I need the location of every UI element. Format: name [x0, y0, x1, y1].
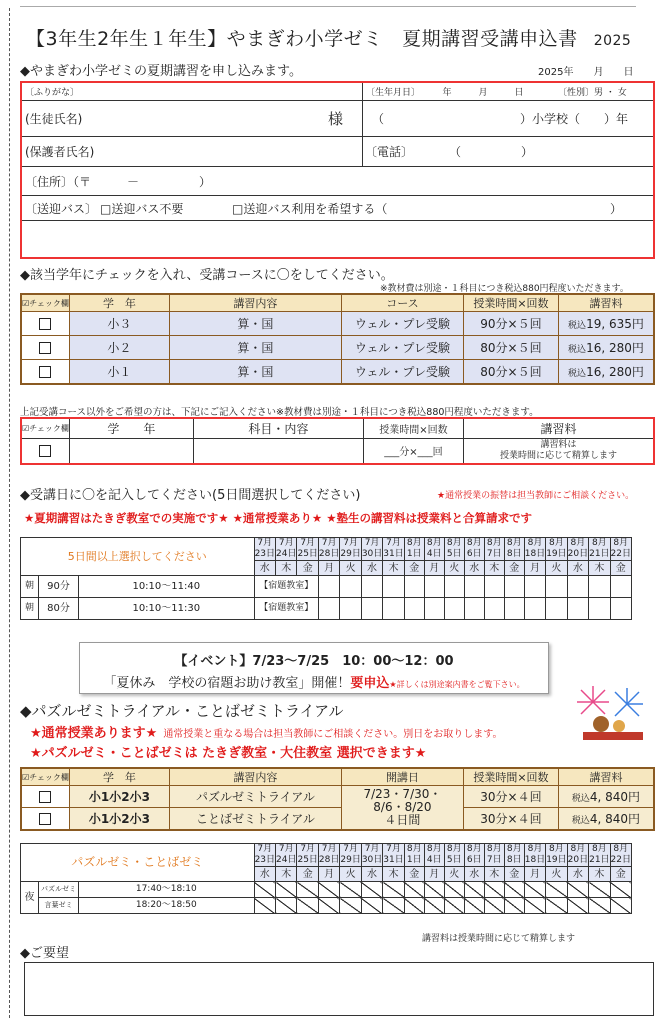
date-header: 7月 31日 [383, 538, 404, 559]
day-cell[interactable] [383, 598, 404, 620]
day-header: 水 [567, 867, 588, 882]
day-header: 木 [276, 561, 297, 576]
day-header: 火 [444, 867, 464, 882]
bus-label: 〔送迎バス〕 [25, 201, 98, 216]
day-cell[interactable] [546, 882, 567, 898]
day-header: 金 [504, 867, 524, 882]
address-field[interactable]: 〔住所〕（〒 － ） [25, 174, 212, 189]
date-header: 8月 7日 [484, 844, 504, 867]
day-cell[interactable] [504, 598, 524, 620]
day-header: 水 [567, 561, 588, 576]
day-cell[interactable] [383, 576, 404, 598]
date-header: 8月 8日 [504, 844, 524, 867]
material-note: ※教材費は別途・１科目につき税込880円程度いただきます。 [380, 284, 629, 294]
event-title: 【イベント】7/23〜7/25 10：00〜12：00 [174, 654, 454, 669]
time-input[interactable]: ___分×___回 [363, 438, 463, 464]
course-table: ☑チェック欄 学 年 講習内容 コース 授業時間×回数 講習料 小３ 算・国 ウェル・プレ受験 90分×５回 税込19, 635円 小２ 算・国 ウェル・プレ受験 80分×５回 税込16, 280円 小１ 算・国 ウェル・プレ受験 80分×５回 税込16, 280円 [20, 293, 655, 385]
day-cell[interactable] [297, 882, 318, 898]
application-date: 2025年 月 日 [538, 67, 634, 78]
day-cell[interactable] [546, 598, 567, 620]
bench [583, 732, 643, 740]
day-cell[interactable] [340, 882, 361, 898]
date-header: 8月 8日 [504, 538, 524, 561]
date-header: 7月 31日 [383, 844, 404, 865]
top-rule [20, 6, 636, 7]
day-cell[interactable] [254, 898, 275, 914]
day-cell[interactable] [361, 882, 382, 898]
check-box[interactable] [39, 445, 51, 457]
day-header: 金 [297, 561, 318, 576]
birthdate-field[interactable]: 〔生年月日〕 年 月 日 [366, 88, 524, 98]
date-header: 8月 6日 [464, 844, 484, 867]
day-cell[interactable] [318, 898, 339, 914]
day-cell[interactable] [444, 898, 464, 914]
day-header: 木 [484, 867, 504, 882]
day-cell[interactable] [340, 898, 361, 914]
puzzle-heading: ◆パズルゼミトライアル・ことばゼミトライアル [20, 702, 344, 720]
schedule-heading: ◆受講日に〇を記入してください(5日間選択してください) [20, 488, 361, 503]
day-cell[interactable] [484, 898, 504, 914]
date-header: 8月 20日 [567, 844, 589, 865]
day-cell[interactable] [424, 598, 444, 620]
day-cell[interactable] [589, 576, 610, 598]
check-box[interactable] [39, 813, 51, 825]
day-cell[interactable] [340, 576, 361, 598]
bear-head [593, 716, 609, 732]
subject-input[interactable] [193, 438, 363, 464]
grade-input[interactable] [69, 438, 193, 464]
day-header: 火 [340, 561, 361, 576]
date-header: 8月 22日 [610, 844, 631, 865]
day-cell[interactable] [524, 576, 545, 598]
day-cell[interactable] [567, 882, 588, 898]
table-row: ___分×___回 講習料は 授業時間に応じて精算します [21, 438, 654, 464]
day-cell[interactable] [444, 576, 464, 598]
date-header: 8月 20日 [567, 538, 589, 559]
table-row: 小1小2小3 ことばゼミトライアル 30分×４回 税込4, 840円 [21, 808, 654, 830]
day-cell[interactable] [361, 598, 382, 620]
day-cell[interactable] [610, 598, 631, 620]
check-box[interactable] [39, 366, 51, 378]
gender-field[interactable]: 〔性別〕男 ・ 女 [558, 88, 627, 98]
day-header: 火 [444, 561, 464, 576]
check-box[interactable] [39, 791, 51, 803]
date-header: 7月 25日 [297, 844, 318, 865]
day-header: 金 [504, 561, 524, 576]
day-cell[interactable] [610, 882, 631, 898]
day-cell[interactable] [318, 882, 339, 898]
day-cell[interactable] [297, 898, 318, 914]
day-header: 金 [404, 867, 424, 882]
day-cell[interactable] [484, 882, 504, 898]
date-header: 7月 30日 [361, 844, 383, 865]
day-cell[interactable] [404, 898, 424, 914]
event-desc: 「夏休み 学校の宿題お助け教室」開催！要申込★詳しくは別途案内書をご覧下さい。 [103, 676, 525, 691]
day-cell[interactable] [524, 598, 545, 620]
day-header: 木 [276, 867, 297, 882]
school-open: （ [372, 112, 385, 126]
date-header: 7月 24日 [276, 844, 297, 865]
day-header: 水 [361, 867, 382, 882]
day-cell[interactable] [504, 882, 524, 898]
guardian-name-field[interactable]: (保護者氏名) [25, 145, 95, 159]
other-note: 上記受講コース以外をご希望の方は、下記にご記入ください※教材費は別途・１科目につき税込880円程度いただきます。 [20, 407, 539, 418]
day-cell[interactable] [464, 576, 484, 598]
day-header: 火 [546, 867, 567, 882]
day-cell[interactable] [589, 598, 610, 620]
fireworks-illustration [563, 682, 655, 750]
cut-line [9, 8, 10, 1018]
date-header: 7月 23日 [254, 844, 276, 865]
day-cell[interactable] [464, 598, 484, 620]
day-header: 木 [589, 561, 610, 576]
day-header: 木 [383, 867, 404, 882]
event-box [79, 642, 549, 694]
day-cell[interactable] [383, 898, 404, 914]
date-header: 7月 30日 [361, 538, 383, 559]
table-row: 小1小2小3 パズルゼミトライアル 7/23・7/30・ 8/6・8/20 ４日間 30分×４回 税込4, 840円 [21, 786, 654, 808]
day-cell[interactable] [524, 898, 545, 914]
request-textarea[interactable] [24, 962, 654, 1016]
phone-field[interactable]: 〔電話〕 （ ） [365, 145, 534, 159]
applicant-info-box [20, 81, 655, 259]
schedule-table: 5日間以上選択してください 7月 23日 7月 24日 7月 25日 7月 28日 7月 29日 7月 30日 7月 31日 8月 1日 8月 4日 8月 5日 8月 6日 8月 7日 8月 8日 8月 18日 8月 19日 8月 20日 8月 21日 8月 22日 水 木 金 月 火 水 木 金 月 火 水 木 金 月 火 水 木 金 朝 90分 10:10〜11:40 【宿題教室】 朝 80分 10:10〜11:30 【宿題教室】 [20, 537, 632, 620]
course-heading: ◆該当学年にチェックを入れ、受講コースに〇をしてください。 [20, 268, 394, 283]
day-header: 月 [424, 561, 444, 576]
puzzle-fee-note: 講習料は授業時間に応じて精算します [422, 934, 576, 944]
day-cell[interactable] [424, 576, 444, 598]
other-course-table: ☑チェック欄 学 年 科目・内容 授業時間×回数 講習料 ___分×___回 講習料は 授業時間に応じて精算します [20, 417, 655, 465]
day-header: 水 [254, 867, 275, 882]
fox-head [613, 720, 625, 732]
day-header: 月 [318, 867, 339, 882]
day-header: 木 [383, 561, 404, 576]
date-header: 7月 28日 [318, 538, 340, 559]
puzzle-schedule-table: パズルゼミ・ことばゼミ 7月 23日 7月 24日 7月 25日 7月 28日 7月 29日 7月 30日 7月 31日 8月 1日 8月 4日 8月 5日 8月 6日 8月 7日 8月 8日 8月 18日 8月 19日 8月 20日 8月 21日 8月 22日 水 木 金 月 火 水 木 金 月 火 水 木 金 月 火 水 木 金 夜 パズルゼミ 17:40〜18:10 言葉ゼミ 18:20〜18:50 [20, 843, 632, 914]
date-header: 7月 29日 [340, 844, 361, 865]
day-header: 水 [361, 561, 382, 576]
date-header: 7月 25日 [297, 538, 318, 559]
firework-blue [615, 688, 643, 716]
date-header: 7月 24日 [276, 538, 297, 559]
day-cell[interactable] [610, 576, 631, 598]
puzzle-table: ☑チェック欄 学 年 講習内容 開講日 授業時間×回数 講習料 小1小2小3 パズルゼミトライアル 7/23・7/30・ 8/6・8/20 ４日間 30分×４回 税込4, 840円 小1小2小3 ことばゼミトライアル 30分×４回 税込4, 840円 [20, 767, 655, 831]
bus-not-needed-checkbox[interactable]: □送迎バス不要 [100, 201, 184, 216]
day-cell[interactable] [504, 576, 524, 598]
day-header: 火 [340, 867, 361, 882]
bus-close: ） [610, 201, 623, 216]
day-cell[interactable] [610, 898, 631, 914]
date-header: 8月 1日 [404, 538, 424, 561]
day-header: 金 [297, 867, 318, 882]
table-row: 小１ 算・国 ウェル・プレ受験 80分×５回 税込16, 280円 [21, 360, 654, 384]
day-cell[interactable] [424, 898, 444, 914]
date-header: 8月 19日 [546, 844, 567, 865]
date-header: 8月 21日 [589, 844, 610, 865]
furigana-label: 〔ふりがな〕 [25, 88, 80, 98]
request-heading: ◆ご要望 [20, 946, 69, 961]
date-header: 8月 18日 [524, 538, 546, 559]
day-header: 金 [610, 867, 631, 882]
date-header: 7月 29日 [340, 538, 361, 559]
day-cell[interactable] [383, 882, 404, 898]
day-cell[interactable] [484, 598, 504, 620]
day-cell[interactable] [567, 576, 588, 598]
day-header: 金 [610, 561, 631, 576]
day-cell[interactable] [589, 898, 610, 914]
date-header: 8月 4日 [424, 844, 444, 867]
day-cell[interactable] [361, 898, 382, 914]
table-row: 小２ 算・国 ウェル・プレ受験 80分×５回 税込16, 280円 [21, 336, 654, 360]
day-header: 月 [318, 561, 339, 576]
day-cell[interactable] [567, 898, 588, 914]
table-row: 小３ 算・国 ウェル・プレ受験 90分×５回 税込19, 635円 [21, 312, 654, 336]
day-cell[interactable] [444, 598, 464, 620]
date-header: 8月 22日 [610, 538, 631, 559]
firework-pink [577, 686, 609, 714]
puzzle-note2: ★パズルゼミ・ことばゼミは たきぎ教室・大住教室 選択できます★ [30, 746, 427, 761]
day-header: 木 [484, 561, 504, 576]
sama-label: 様 [328, 110, 344, 128]
day-cell[interactable] [424, 882, 444, 898]
day-cell[interactable] [404, 598, 424, 620]
schedule-notice: ★夏期講習はたきぎ教室での実施です★ ★通常授業あり★ ★塾生の講習料は授業料と合算請求です [24, 511, 533, 525]
day-cell[interactable] [464, 882, 484, 898]
date-header: 8月 5日 [444, 844, 464, 867]
date-header: 8月 7日 [484, 538, 504, 561]
check-box[interactable] [39, 318, 51, 330]
day-header: 月 [424, 867, 444, 882]
day-cell[interactable] [546, 898, 567, 914]
day-header: 月 [524, 561, 545, 576]
day-header: 金 [404, 561, 424, 576]
page-title: 【3年生2年生１年生】やまぎわ小学ゼミ 夏期講習受講申込書 2025 [26, 28, 632, 50]
check-box[interactable] [39, 342, 51, 354]
schedule-note: ★通常授業の振替は担当教師にご相談ください。 [437, 491, 635, 501]
student-name-field[interactable]: (生徒氏名) [25, 112, 83, 126]
day-cell[interactable] [404, 576, 424, 598]
day-cell[interactable] [361, 576, 382, 598]
date-header: 8月 21日 [589, 538, 610, 559]
day-header: 木 [589, 867, 610, 882]
day-header: 月 [524, 867, 545, 882]
date-header: 8月 1日 [404, 844, 424, 867]
day-cell[interactable] [546, 576, 567, 598]
date-header: 8月 18日 [524, 844, 546, 865]
bus-needed-checkbox[interactable]: □送迎バス利用を希望する（ [232, 201, 388, 216]
day-cell[interactable] [464, 898, 484, 914]
day-cell[interactable] [444, 882, 464, 898]
day-cell[interactable] [504, 898, 524, 914]
intro-heading: ◆やまぎわ小学ゼミの夏期講習を申し込みます。 [20, 64, 302, 79]
date-header: 8月 5日 [444, 538, 464, 561]
day-cell[interactable] [254, 882, 275, 898]
day-header: 火 [546, 561, 567, 576]
day-cell[interactable] [318, 598, 339, 620]
day-cell[interactable] [276, 882, 297, 898]
day-cell[interactable] [484, 576, 504, 598]
date-header: 7月 28日 [318, 844, 340, 865]
day-header: 水 [464, 867, 484, 882]
day-cell[interactable] [340, 598, 361, 620]
school-field[interactable]: ）小学校（ ）年 [520, 112, 629, 126]
date-header: 8月 6日 [464, 538, 484, 561]
day-header: 水 [254, 561, 275, 576]
day-cell[interactable] [318, 576, 339, 598]
puzzle-note1: ★通常授業あります★ 通常授業と重なる場合は担当教師にご相談ください。別日をお取りします。 [30, 726, 503, 741]
date-header: 8月 19日 [546, 538, 567, 559]
day-cell[interactable] [524, 882, 545, 898]
date-header: 8月 4日 [424, 538, 444, 561]
date-header: 7月 23日 [254, 538, 276, 559]
day-cell[interactable] [276, 898, 297, 914]
day-cell[interactable] [589, 882, 610, 898]
day-header: 水 [464, 561, 484, 576]
day-cell[interactable] [404, 882, 424, 898]
day-cell[interactable] [567, 598, 588, 620]
